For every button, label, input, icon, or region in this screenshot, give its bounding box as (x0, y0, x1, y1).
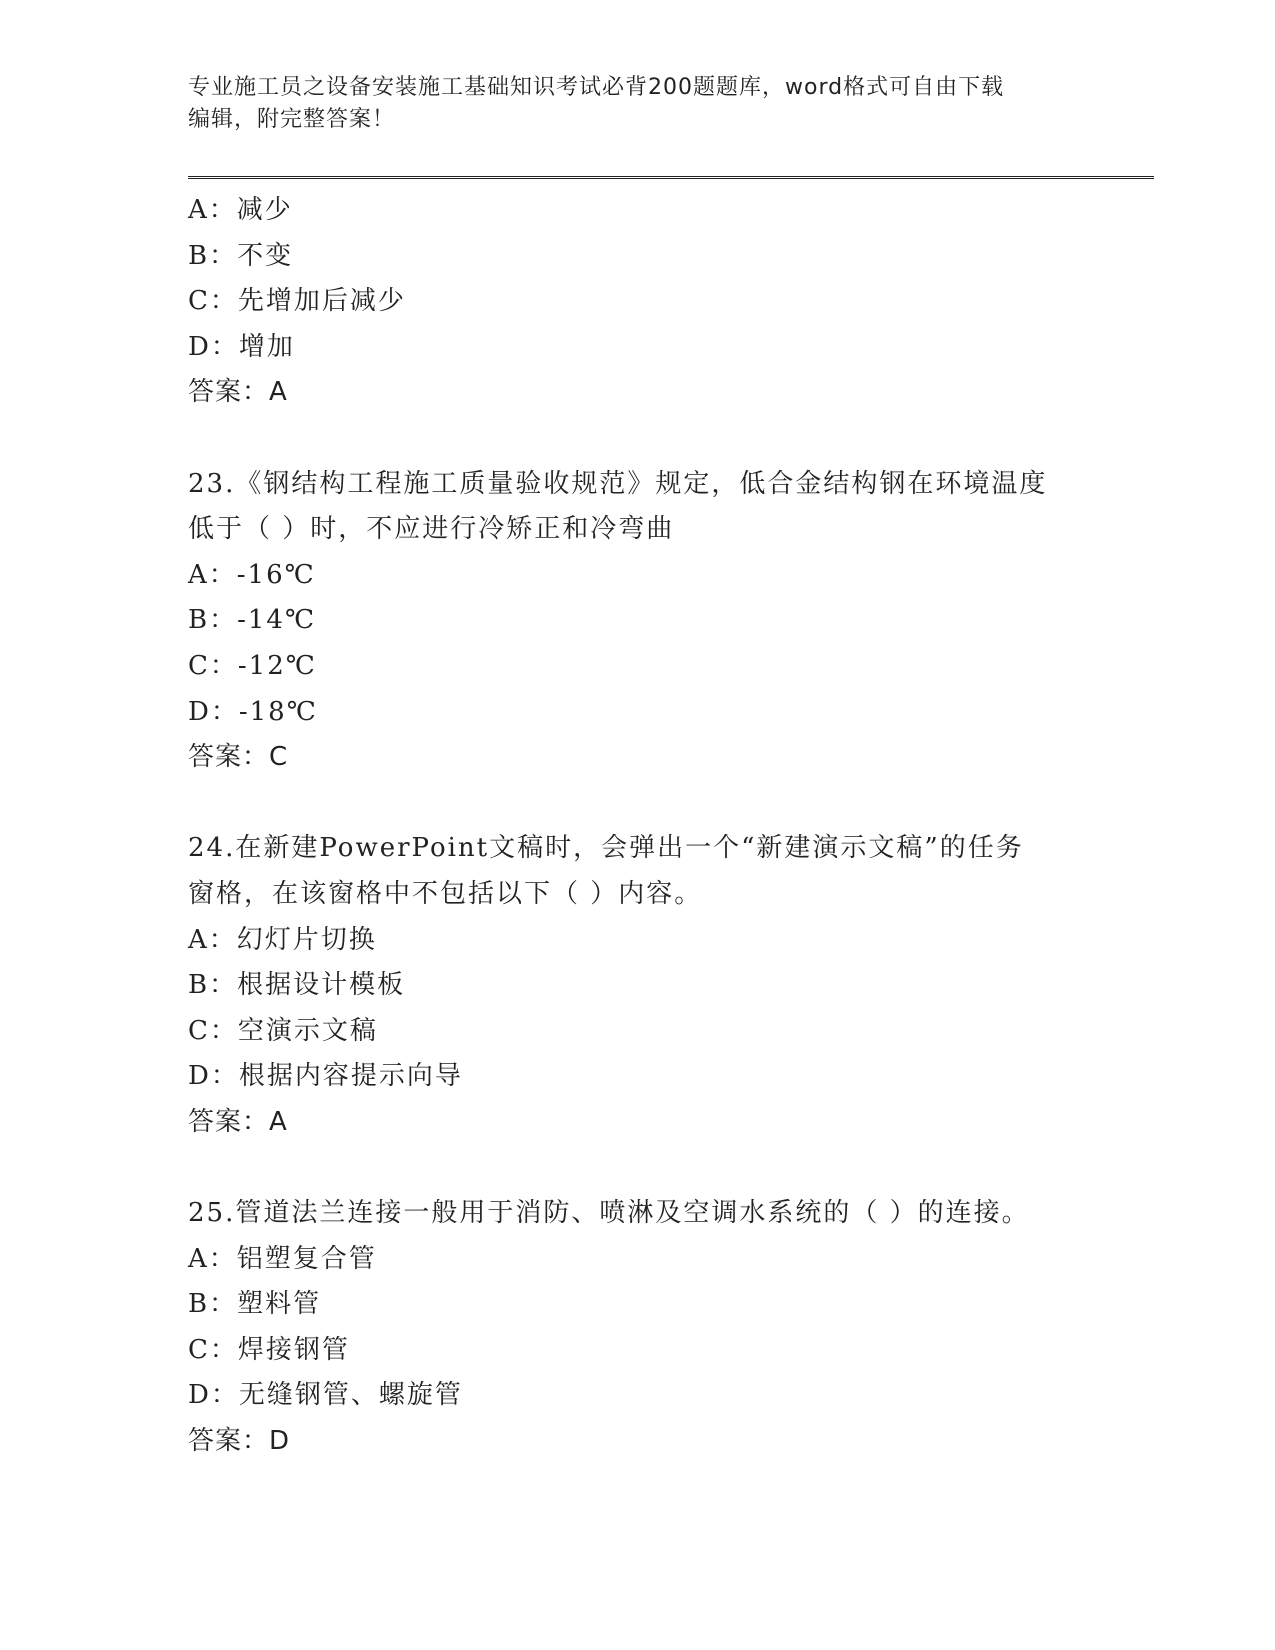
question-23 (188, 462, 1088, 781)
question-stem-line-2: 窗格，在该窗格中不包括以下（ ）内容。 (188, 878, 703, 909)
answer: 答案：D (188, 1426, 291, 1457)
answer: 答案：A (188, 377, 288, 408)
option-a: A：铝塑复合管 (188, 1243, 377, 1274)
option-d: D：增加 (188, 331, 295, 362)
spacer (188, 781, 1088, 827)
answer: 答案：C (188, 742, 289, 773)
question-stem-line-2: 低于（ ）时，不应进行冷矫正和冷弯曲 (188, 514, 675, 545)
question-content (188, 188, 1088, 1465)
question-25 (188, 1191, 1088, 1465)
option-d: D：无缝钢管、螺旋管 (188, 1380, 463, 1411)
option-c: C：-12℃ (188, 650, 317, 681)
question-stem-line-1: 25.管道法兰连接一般用于消防、喷淋及空调水系统的（ ）的连接。 (188, 1198, 1030, 1229)
option-c: C：先增加后减少 (188, 286, 406, 317)
option-b: B：根据设计模板 (188, 970, 406, 1001)
option-b: B：塑料管 (188, 1289, 322, 1320)
option-b: B：-14℃ (188, 605, 317, 636)
question-stem-line-1: 23.《钢结构工程施工质量验收规范》规定，低合金结构钢在环境温度 (188, 468, 1048, 499)
header-line-2: 编辑，附完整答案！ (188, 107, 396, 132)
question-stem-line-1: 24.在新建PowerPoint文稿时，会弹出一个“新建演示文稿”的任务 (188, 833, 1024, 864)
question-22 (188, 188, 1088, 416)
option-d: D：根据内容提示向导 (188, 1061, 463, 1092)
option-b: B：不变 (188, 240, 294, 271)
header-divider (188, 176, 1154, 179)
option-a: A：-16℃ (188, 559, 316, 590)
document-header (188, 72, 1088, 136)
option-d: D：-18℃ (188, 696, 318, 727)
option-c: C：焊接钢管 (188, 1334, 350, 1365)
question-24 (188, 826, 1088, 1145)
answer: 答案：A (188, 1106, 288, 1137)
header-line-1: 专业施工员之设备安装施工基础知识考试必背200题题库，word格式可自由下载 (188, 75, 1005, 100)
option-a: A：减少 (188, 195, 293, 225)
option-a: A：幻灯片切换 (188, 924, 377, 955)
option-c: C：空演示文稿 (188, 1015, 378, 1046)
spacer (188, 1145, 1088, 1191)
spacer (188, 416, 1088, 462)
